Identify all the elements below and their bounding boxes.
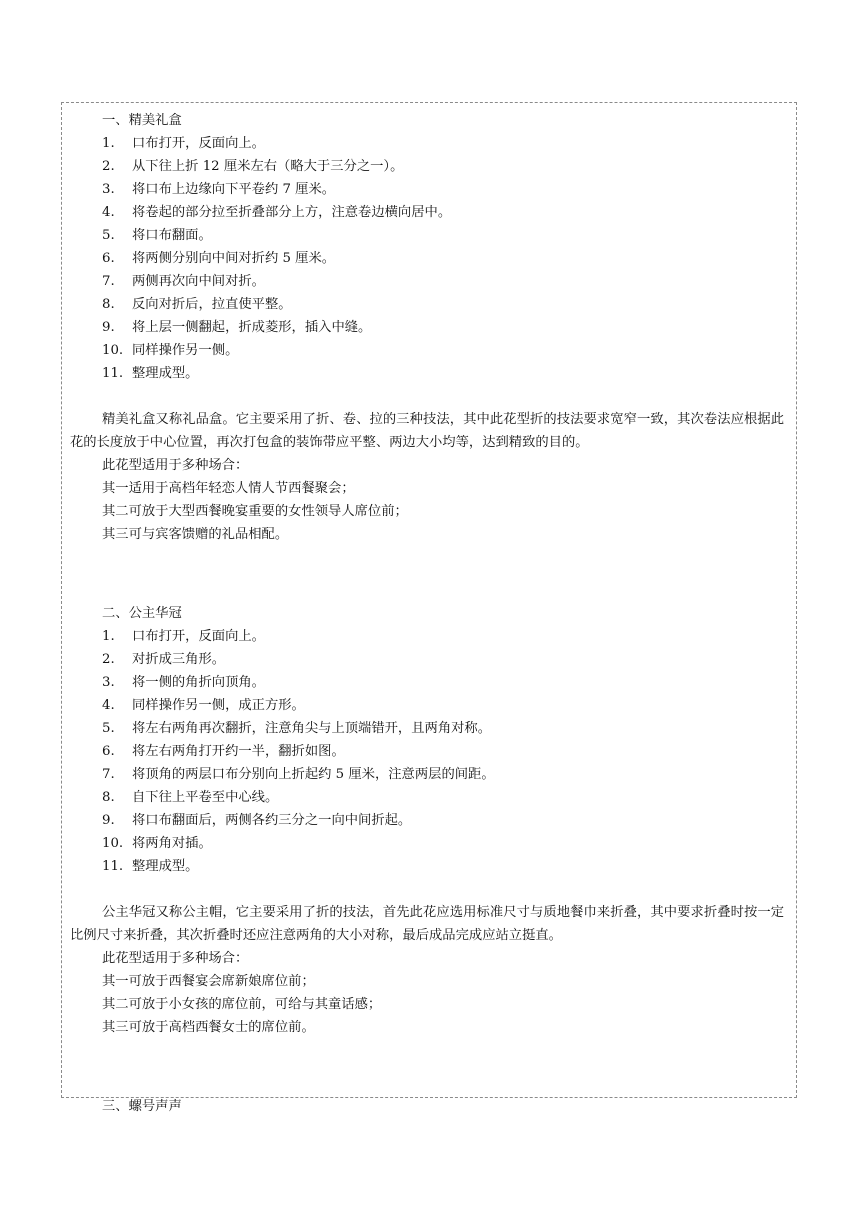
step-text: 将左右两角再次翻折，注意角尖与上顶端错开，且两角对称。 bbox=[132, 721, 492, 736]
step-number: 6. bbox=[102, 251, 115, 266]
step-number: 7. bbox=[102, 767, 115, 782]
content-frame bbox=[61, 102, 797, 1114]
step-number: 5. bbox=[102, 228, 115, 243]
list-item bbox=[102, 763, 788, 786]
list-item bbox=[102, 648, 788, 671]
step-text: 将卷起的部分拉至折叠部分上方，注意卷边横向居中。 bbox=[132, 205, 452, 220]
step-number: 11. bbox=[102, 366, 124, 381]
section-heading: 一、精美礼盒 bbox=[102, 113, 182, 128]
step-number: 2. bbox=[102, 652, 115, 667]
step-number: 1. bbox=[102, 136, 115, 151]
usage-intro: 此花型适用于多种场合： bbox=[102, 458, 249, 473]
step-text: 对折成三角形。 bbox=[132, 652, 226, 667]
list-item bbox=[102, 671, 788, 694]
step-text: 反向对折后，拉直使平整。 bbox=[132, 297, 292, 312]
step-number: 4. bbox=[102, 698, 115, 713]
list-item bbox=[102, 786, 788, 809]
step-text: 将两角对插。 bbox=[132, 836, 212, 851]
step-text: 口布打开，反面向上。 bbox=[132, 136, 265, 151]
list-item bbox=[102, 293, 788, 316]
step-text: 将左右两角打开约一半，翻折如图。 bbox=[132, 744, 345, 759]
step-number: 8. bbox=[102, 297, 115, 312]
list-item bbox=[102, 247, 788, 270]
step-text: 同样操作另一侧。 bbox=[132, 343, 239, 358]
usage-item: 其二可放于小女孩的席位前，可给与其童话感； bbox=[102, 997, 382, 1012]
step-number: 4. bbox=[102, 205, 115, 220]
list-item bbox=[102, 809, 788, 832]
step-text: 自下往上平卷至中心线。 bbox=[132, 790, 279, 805]
list-item bbox=[102, 832, 788, 855]
usage-intro: 此花型适用于多种场合： bbox=[102, 951, 249, 966]
step-number: 3. bbox=[102, 182, 115, 197]
step-text: 整理成型。 bbox=[132, 859, 199, 874]
list-item bbox=[102, 132, 788, 155]
step-number: 10. bbox=[102, 343, 124, 358]
list-item bbox=[102, 717, 788, 740]
usage-item: 其一适用于高档年轻恋人情人节西餐聚会； bbox=[102, 481, 355, 496]
step-text: 整理成型。 bbox=[132, 366, 199, 381]
steps-list bbox=[102, 132, 788, 385]
usage-item: 其二可放于大型西餐晚宴重要的女性领导人席位前； bbox=[102, 504, 408, 519]
section-description: 精美礼盒又称礼品盒。它主要采用了折、卷、拉的三种技法，其中此花型折的技法要求宽窄一致，其次卷法应根据此花的长度放于中心位置，再次打包盒的装饰带应平整、两边大小均等，达到精致的目的。 bbox=[70, 412, 784, 450]
step-text: 将两侧分别向中间对折约 5 厘米。 bbox=[132, 251, 336, 266]
step-text: 将口布翻面后，两侧各约三分之一向中间折起。 bbox=[132, 813, 412, 828]
step-text: 将口布上边缘向下平卷约 7 厘米。 bbox=[132, 182, 336, 197]
step-number: 10. bbox=[102, 836, 124, 851]
section-description: 公主华冠又称公主帽，它主要采用了折的技法，首先此花应选用标准尺寸与质地餐巾来折叠，其中要求折叠时按一定比例尺寸来折叠，其次折叠时还应注意两角的大小对称，最后成品完成应站立挺直。 bbox=[70, 905, 784, 943]
document-body bbox=[62, 103, 796, 1114]
section-heading: 二、公主华冠 bbox=[102, 606, 182, 621]
step-number: 5. bbox=[102, 721, 115, 736]
step-number: 2. bbox=[102, 159, 115, 174]
step-text: 将顶角的两层口布分别向上折起约 5 厘米，注意两层的间距。 bbox=[132, 767, 495, 782]
step-text: 同样操作另一侧，成正方形。 bbox=[132, 698, 305, 713]
list-item bbox=[102, 178, 788, 201]
step-text: 将一侧的角折向顶角。 bbox=[132, 675, 265, 690]
list-item bbox=[102, 855, 788, 878]
list-item bbox=[102, 362, 788, 385]
step-number: 8. bbox=[102, 790, 115, 805]
list-item bbox=[102, 316, 788, 339]
usage-item: 其三可与宾客馈赠的礼品相配。 bbox=[102, 527, 289, 542]
usage-item: 其一可放于西餐宴会席新娘席位前； bbox=[102, 974, 315, 989]
step-number: 6. bbox=[102, 744, 115, 759]
list-item bbox=[102, 625, 788, 648]
section-heading: 三、螺号声声 bbox=[102, 1099, 182, 1114]
usage-item: 其三可放于高档西餐女士的席位前。 bbox=[102, 1020, 315, 1035]
list-item bbox=[102, 740, 788, 763]
list-item bbox=[102, 155, 788, 178]
step-number: 9. bbox=[102, 813, 115, 828]
step-number: 7. bbox=[102, 274, 115, 289]
steps-list bbox=[102, 625, 788, 878]
step-number: 11. bbox=[102, 859, 124, 874]
list-item bbox=[102, 270, 788, 293]
step-number: 1. bbox=[102, 629, 115, 644]
step-number: 3. bbox=[102, 675, 115, 690]
list-item bbox=[102, 339, 788, 362]
step-number: 9. bbox=[102, 320, 115, 335]
list-item bbox=[102, 201, 788, 224]
list-item bbox=[102, 694, 788, 717]
list-item bbox=[102, 224, 788, 247]
step-text: 将上层一侧翻起，折成菱形，插入中缝。 bbox=[132, 320, 372, 335]
step-text: 两侧再次向中间对折。 bbox=[132, 274, 265, 289]
step-text: 口布打开，反面向上。 bbox=[132, 629, 265, 644]
step-text: 从下往上折 12 厘米左右（略大于三分之一）。 bbox=[132, 159, 404, 174]
step-text: 将口布翻面。 bbox=[132, 228, 212, 243]
